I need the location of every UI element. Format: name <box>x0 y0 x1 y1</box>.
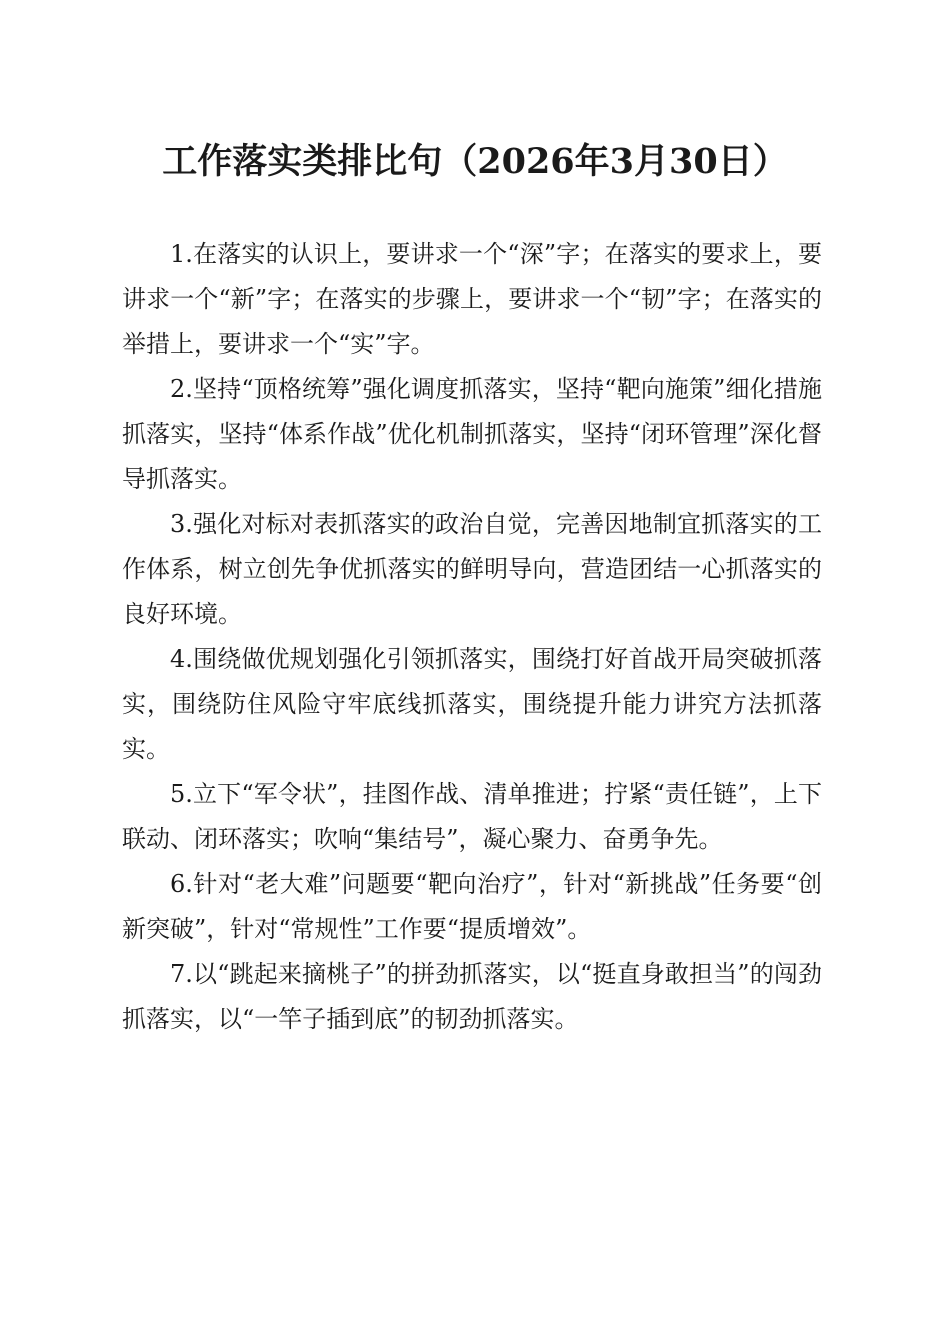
paragraph-4: 4.围绕做优规划强化引领抓落实，围绕打好首战开局突破抓落实，围绕防住风险守牢底线抓落实，围绕提升能力讲究方法抓落实。 <box>122 645 822 763</box>
paragraph-6: 6.针对“老大难”问题要“靶向治疗”，针对“新挑战”任务要“创新突破”，针对“常规性”工作要“提质增效”。 <box>122 870 822 943</box>
paragraph-1: 1.在落实的认识上，要讲求一个“深”字；在落实的要求上，要讲求一个“新”字；在落实的步骤上，要讲求一个“韧”字；在落实的举措上，要讲求一个“实”字。 <box>122 240 822 358</box>
document-body <box>122 232 822 1042</box>
paragraph-5: 5.立下“军令状”，挂图作战、清单推进；拧紧“责任链”，上下联动、闭环落实；吹响“集结号”，凝心聚力、奋勇争先。 <box>122 780 822 853</box>
document-title: 工作落实类排比句（2026年3月30日） <box>162 141 788 182</box>
paragraph-2: 2.坚持“顶格统筹”强化调度抓落实，坚持“靶向施策”细化措施抓落实，坚持“体系作战”优化机制抓落实，坚持“闭环管理”深化督导抓落实。 <box>122 375 822 493</box>
paragraph-3: 3.强化对标对表抓落实的政治自觉，完善因地制宜抓落实的工作体系，树立创先争优抓落实的鲜明导向，营造团结一心抓落实的良好环境。 <box>122 510 822 628</box>
paragraph-7: 7.以“跳起来摘桃子”的拼劲抓落实，以“挺直身敢担当”的闯劲抓落实，以“一竿子插到底”的韧劲抓落实。 <box>122 960 822 1033</box>
